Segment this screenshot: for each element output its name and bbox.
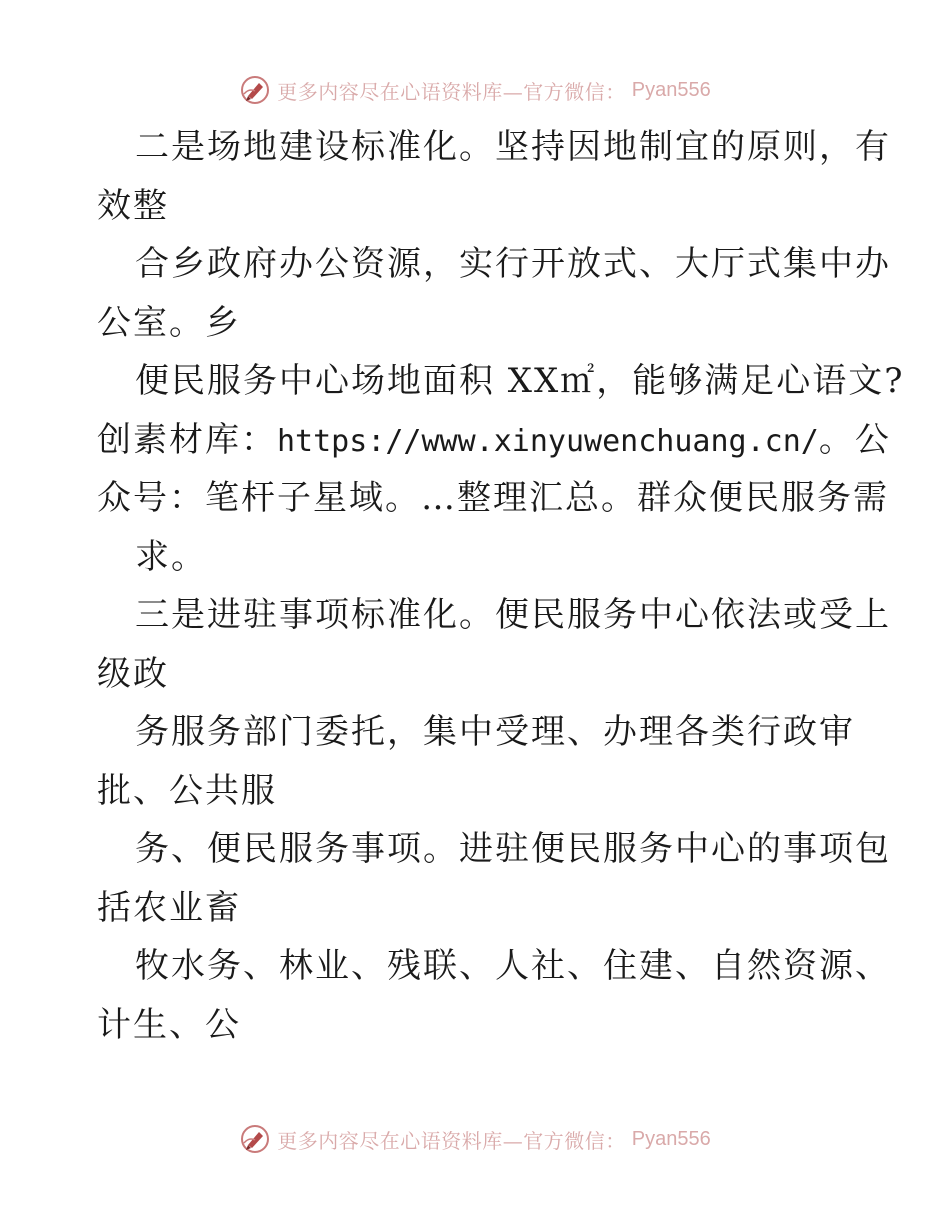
- text-line: 合乡政府办公资源，实行开放式、大厅式集中办: [135, 244, 891, 284]
- text-line: 二是场地建设标准化。坚持因地制宜的原则，有: [135, 127, 891, 167]
- url-line-text: 创素材库：https://www.xinyuwenchuang.cn/。公: [97, 419, 891, 460]
- text-line: 级政: [97, 653, 169, 694]
- watermark-text: 更多内容尽在心语资料库—官方微信：: [277, 1128, 626, 1153]
- watermark-text: 更多内容尽在心语资料库—官方微信：: [277, 79, 626, 104]
- text-line: 计生、公: [97, 1004, 241, 1045]
- text-line: 务、便民服务事项。进驻便民服务中心的事项包: [135, 829, 891, 869]
- text-line: 效整: [97, 185, 169, 226]
- watermark-wechat-id: Pyan556: [631, 1127, 711, 1150]
- text-line: 求。: [135, 536, 207, 577]
- text-line: 公室。乡: [97, 302, 241, 343]
- text-line-url: [97, 411, 891, 470]
- watermark-footer: [0, 1119, 950, 1159]
- document-body: [97, 118, 905, 1054]
- pen-logo-icon: [239, 74, 271, 106]
- text-line: 括农业畜: [97, 887, 241, 928]
- watermark-header: [0, 70, 950, 110]
- watermark-wechat-id: Pyan556: [631, 78, 711, 101]
- text-line: 众号：笔杆子星域。…整理汇总。群众便民服务需: [97, 478, 889, 518]
- pen-logo-icon: [239, 1123, 271, 1155]
- text-line: 批、公共服: [97, 770, 277, 811]
- text-line: 三是进驻事项标准化。便民服务中心依法或受上: [135, 595, 891, 635]
- text-line: 便民服务中心场地面积 XX㎡，能够满足心语文?: [135, 361, 905, 401]
- text-line: 牧水务、林业、残联、人社、住建、自然资源、: [135, 946, 891, 986]
- text-line: 务服务部门委托，集中受理、办理各类行政审: [135, 712, 855, 752]
